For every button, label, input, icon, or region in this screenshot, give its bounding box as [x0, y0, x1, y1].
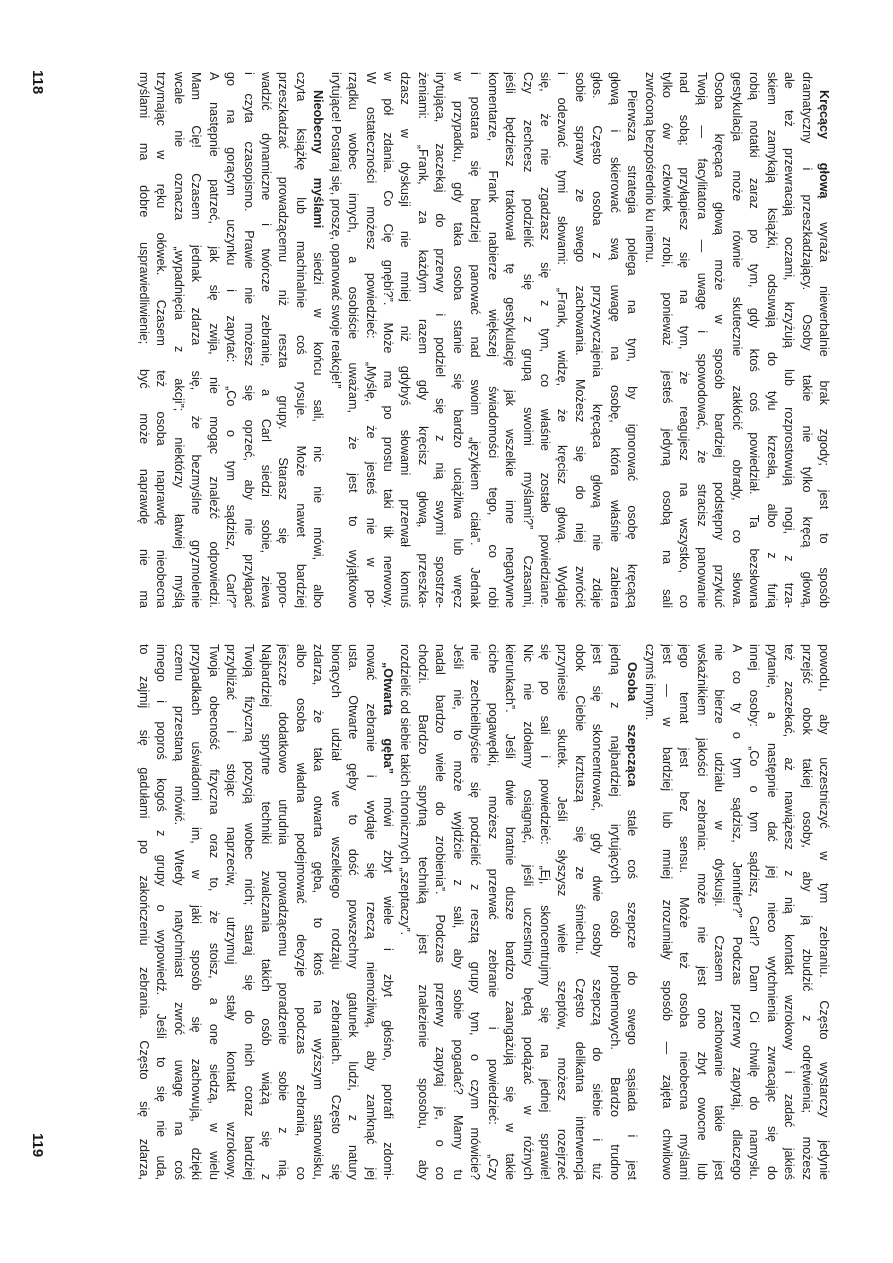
line-text: jeśli będziesz traktował tę gestykulację jak wszelkie inne negatywne: [503, 72, 518, 608]
line-text: irytujące! Postaraj się, proszę, opanować swoje reakcje!”: [328, 72, 343, 389]
line-text: zdarza, że taka otwarta gęba, to ktoś na wyższym stanowisku,: [311, 644, 326, 1180]
line-text: Nic nie zdołamy osiągnąć, jeśli uczestnicy będą podążać w różnych: [520, 644, 535, 1180]
line-text: nować zebranie i wydaje się rzeczą niemożliwą, aby zamknąć jej: [363, 644, 378, 1180]
line-text: Pierwsza strategia polega na tym, by ignorować osobę kręcącą: [625, 90, 640, 608]
text-line: [448, 644, 465, 1180]
section-heading-line: [815, 72, 832, 608]
line-text: żeniami: „Frank, za każdym razem gdy kręcisz głową, przeszka-: [415, 72, 430, 608]
line-text: ciche pogawędki, możesz przerwać zebranie i powiedzieć: „Czy: [485, 644, 500, 1180]
text-line: [762, 644, 779, 1180]
text-line: [222, 72, 239, 608]
page-number-119: 119: [29, 1133, 46, 1158]
text-line: [169, 644, 186, 1180]
text-line: [187, 644, 204, 1180]
text-line: [553, 72, 570, 608]
line-text: też zaczekać, aż nawiążesz z nią kontakt wzrokowy i zadać jakieś: [782, 644, 797, 1180]
line-text: się po sali i powiedzieć: „Ej, skoncentrujmy się na jednej sprawie!: [538, 644, 552, 1180]
text-line: [239, 72, 256, 608]
text-line: [588, 72, 605, 608]
text-line: [448, 72, 465, 608]
line-text: Jeśli nie, to może wyjdźcie z sali, aby sobie pogadać? Mamy tu: [450, 644, 465, 1180]
line-text: w przypadku, gdy taka osoba stanie się bardzo uciążliwa lub wręcz: [450, 72, 465, 608]
text-line: [588, 644, 605, 1180]
line-text: nie zechcielibyście się podzielić z resztą grupy tym, o czym mówicie?: [468, 644, 483, 1180]
text-line: [344, 644, 361, 1180]
text-line: [152, 644, 169, 1180]
text-line: [483, 644, 500, 1180]
line-text: innego i poproś kogoś z grupy o wypowiedź. Jeśli to się nie uda,: [154, 644, 169, 1180]
line-text: siedzi w końcu sali, nic nie mówi, albo: [311, 228, 326, 608]
line-text: A co ty o tym sądzisz, Jennifer?” Podczas przerwy zapytaj, dlaczego: [729, 644, 744, 1180]
line-text: przypadkach uświadomi im, w jaki sposób się zachowują, dzięki: [189, 644, 204, 1180]
line-text: pytanie, a następnie dać jej nieco wytchnienia zwracając się do: [764, 644, 779, 1180]
text-line: [414, 644, 431, 1180]
line-text: tylko ów człowiek zrobi, ponieważ jesteś jedyną osobą na sali: [660, 72, 675, 608]
text-line: [257, 72, 274, 608]
text-line: [169, 72, 186, 608]
text-line: [204, 644, 221, 1180]
line-text: mówi zbyt wiele i zbyt głośno, potrafi zdomi-: [381, 774, 396, 1180]
text-line: [431, 72, 448, 608]
line-text: nie bierze udziału w dyskusji. Czasem zachowanie takie jest: [712, 644, 727, 1180]
line-text: nad sobą; przyłapiesz się na tym, że reagujesz na wszystko, co: [677, 72, 692, 608]
bold-term: Kręcący głową: [817, 90, 831, 199]
text-line: [291, 644, 308, 1180]
line-text: przeszkadzać prowadzącemu niż reszta grupy. Starasz się popro-: [276, 72, 291, 608]
line-text: robią notatki zaraz po tym, gdy ktoś coś powiedział. Ta bezsłowna: [747, 72, 762, 608]
line-text: jest się skoncentrować, gdy dwie osoby szepczą do siebie i tuż: [590, 644, 605, 1180]
line-text: jego temat jest bez sensu. Może też osoba nieobecna myślami: [677, 644, 692, 1180]
section-heading-line: [623, 644, 640, 1180]
bold-term: „Otwarta gęba”: [381, 662, 396, 775]
line-text: A następnie patrzeć, jak się zwija, nie mogąc znaleźć odpowiedzi.: [206, 72, 221, 608]
text-line: [693, 644, 710, 1180]
section-heading-line: [309, 72, 326, 608]
text-line: [536, 644, 553, 1180]
line-text: i postara się bardziej panować nad swoim „językiem ciała”. Jednak: [468, 72, 483, 608]
text-line: [152, 72, 169, 608]
line-text: usta. Otwarte gęby to dość powszechny gatunek ludzi, z natury: [346, 644, 361, 1180]
line-text: przyniesie skutek. Jeśli słyszysz wiele szeptów, możesz rozejrzeć: [555, 644, 570, 1180]
text-line: [344, 72, 361, 608]
text-line: [640, 644, 657, 1180]
line-text: wcale nie oznacza „wypadnięcia z akcji”; niektórzy łatwiej myślą: [171, 72, 186, 608]
bold-term: Osoba szepcząca: [625, 662, 640, 787]
line-text: W ostateczności możesz powiedzieć: „Myślę, że jesteś nie w po-: [363, 72, 378, 608]
text-line: [727, 644, 744, 1180]
text-line: [640, 72, 657, 608]
text-line: [501, 72, 518, 608]
text-line: [379, 72, 396, 608]
text-line: [187, 72, 204, 608]
line-text: czymś innym.: [642, 644, 657, 721]
text-line: [693, 72, 710, 608]
line-text: innej osoby: „Co o tym sądzisz, Carl? Dam Ci chwilę do namysłu.: [747, 644, 762, 1180]
text-line: [623, 72, 640, 608]
line-text: nadal bardzo wiele do zrobienia”. Podczas przerwy zapytaj je, o co: [433, 644, 448, 1180]
text-line: [466, 72, 483, 608]
text-line: [518, 644, 535, 1180]
text-line: [291, 72, 308, 608]
line-text: biorących udział we wszelkiego rodzaju zebraniach. Często się: [328, 644, 343, 1180]
text-line: [797, 644, 814, 1180]
text-line: [204, 72, 221, 608]
text-line: [762, 72, 779, 608]
text-line: [658, 72, 675, 608]
line-text: sobie sprawy ze swego zachowania. Możesz się do niej zwrócić: [572, 72, 587, 608]
text-line: [309, 644, 326, 1180]
text-line: [396, 644, 413, 1180]
text-line: [570, 644, 587, 1180]
text-line: [274, 644, 291, 1180]
text-line: [326, 72, 343, 608]
text-line: [710, 644, 727, 1180]
line-text: kierunkach”. Jeśli dwie bratnie dusze bardzo zaangażują się w takie: [503, 644, 518, 1180]
line-text: Mam Cię! Czasem jednak zdarza się, że bezmyślne gryzmolenie: [189, 72, 204, 608]
text-line: [431, 644, 448, 1180]
line-text: jedną z najbardziej irytujących osób problemowych. Bardzo trudno: [607, 644, 622, 1180]
line-text: dramatyczny i przeszkadzający. Osoby takie nie tylko kręcą głową,: [799, 72, 814, 608]
line-text: jest — w bardziej lub mniej zrozumiały sposób — zajęta chwilowo: [660, 644, 675, 1180]
line-text: komentarze, Frank nabierze większej świadomości tego, co robi: [485, 72, 500, 608]
text-line: [501, 644, 518, 1180]
text-line: [745, 644, 762, 1180]
text-line: [815, 644, 832, 1180]
line-text: myślami ma dobre usprawiedliwienie; być może naprawdę nie ma: [136, 72, 151, 608]
text-line: [361, 72, 378, 608]
text-line: [570, 72, 587, 608]
line-text: rozdzielić od siebie takich chronicznych „szeptaczy”.: [398, 644, 413, 936]
text-line: [135, 72, 152, 608]
line-text: Twoja obecność fizyczna oraz to, że stoisz, a one siedzą, w wielu: [206, 644, 221, 1180]
line-text: Najbardziej sprytne techniki zwalczania takich osób wiążą się z: [259, 644, 273, 1180]
text-line: [727, 72, 744, 608]
text-line: [361, 644, 378, 1180]
page-number-118: 118: [29, 70, 46, 95]
text-line: [710, 72, 727, 608]
line-text: rządku wobec innych, a osobiście uważam, że jest to wyjątkowo: [346, 72, 361, 608]
line-text: głową i skierować swą uwagę na osobę, która właśnie zabiera: [607, 72, 622, 608]
text-line: [536, 72, 553, 608]
line-text: i czyta czasopismo. Prawie nie możesz się oprzeć, aby nie przyłapać: [241, 72, 256, 608]
section-heading-line: [379, 644, 396, 1180]
text-line: [658, 644, 675, 1180]
line-text: dzasz w dyskusji nie mniej niż gdybyś słowami przerwał komuś: [398, 72, 413, 608]
line-text: głos. Często osoba z przyzwyczajenia kręcąca głową nie zdaje: [590, 72, 605, 608]
line-text: się, że nie zgadzasz się z tym, co właśnie zostało powiedziane.: [538, 72, 552, 608]
text-line: [274, 72, 291, 608]
text-line: [605, 72, 622, 608]
line-text: go na gorącym uczynku i zapytać: „Co o tym sądzisz, Carl?”: [224, 72, 239, 608]
line-text: czemu przestaną mówić. Wtedy natychmiast zwróć uwagę na coś: [171, 644, 186, 1180]
text-line: [326, 644, 343, 1180]
text-line: [675, 72, 692, 608]
line-text: stale coś szepcze do swego sąsiada i jest: [625, 786, 640, 1180]
line-text: wskaźnikiem jakości zebrania: może nie jest ono zbyt owocne lub: [694, 644, 709, 1180]
text-line: [414, 72, 431, 608]
text-line: [257, 644, 274, 1180]
text-line: [605, 644, 622, 1180]
text-line: [780, 644, 797, 1180]
bold-term: Nieobecny myślami: [311, 90, 326, 229]
text-line: [239, 644, 256, 1180]
text-line: [518, 72, 535, 608]
line-text: chodzi. Bardzo sprytną techniką jest znalezienie sposobu, aby: [415, 644, 430, 1180]
line-text: skiem zamykają książki, odsuwają do tyłu krzesła, albo z furią: [764, 72, 779, 608]
text-line: [135, 644, 152, 1180]
line-text: to zajmij się gadułami po zakończeniu zebrania. Często się zdarza,: [136, 644, 151, 1180]
text-line: [780, 72, 797, 608]
page-118: [72, 72, 832, 608]
line-text: czyta książkę lub machinalnie coś rysuje. Może nawet bardziej: [293, 72, 308, 608]
page-119: [72, 644, 832, 1180]
text-line: [797, 72, 814, 608]
text-line: [466, 644, 483, 1180]
line-text: i odezwać tymi słowami: „Frank, widzę, że kręcisz głową. Wydaje: [555, 72, 570, 608]
text-line: [396, 72, 413, 608]
line-text: przejść obok takiej osoby, aby ją zbudzić z odrętwienia; możesz: [799, 644, 814, 1180]
line-text: Twoją fizyczną pozycją wobec nich; staraj się do nich coraz bardziej: [241, 644, 256, 1180]
line-text: zwróconą bezpośrednio ku niemu.: [642, 72, 657, 264]
line-text: obok Ciebie krztuszą się ze śmiechu. Często delikatna interwencja: [572, 644, 587, 1180]
line-text: ale też przewracają oczami, krzyżują lub rozprostowują nogi, z trza-: [782, 72, 797, 608]
text-line: [745, 72, 762, 608]
line-text: przybliżać i stojąc naprzeciw, utrzymuj stały kontakt wzrokowy.: [224, 644, 239, 1180]
line-text: Twoją — facylitatora — uwagę i spowodować, że stracisz panowanie: [694, 72, 709, 608]
line-text: wyraża niewerbalnie brak zgody; jest to sposób: [817, 198, 831, 608]
text-line: [553, 644, 570, 1180]
line-text: w pół zdania. Co Cię gnębi?”. Może ma po prostu taki tik nerwowy.: [381, 72, 396, 608]
line-text: gestykulacja może równie skutecznie zakłócić obrady, co słowa.: [729, 72, 744, 608]
text-line: [483, 72, 500, 608]
line-text: irytująca, zaczekaj do przerwy i podziel się z nią swymi spostrze-: [433, 72, 448, 608]
line-text: trzymając w ręku ołówek. Czasem też osoba naprawdę nieobecna: [154, 72, 169, 608]
line-text: albo osoba władna podejmować decyzje podczas zebrania, co: [293, 644, 308, 1180]
text-line: [222, 644, 239, 1180]
line-text: jeszcze dodatkowo utrudnia prowadzącemu poradzenie sobie z nią.: [276, 644, 291, 1180]
line-text: wadzić dynamiczne i twórcze zebranie, a Carl siedzi sobie, ziewa: [259, 72, 273, 608]
line-text: Osoba kręcąca głową może w sposób bardziej podstępny przykuć: [712, 72, 727, 608]
line-text: powodu, aby uczestniczyć w tym zebraniu. Często wystarczy jedynie: [817, 644, 831, 1180]
text-line: [675, 644, 692, 1180]
line-text: Czy zechcesz podzielić się z grupą swoimi myślami?” Czasami,: [520, 72, 535, 608]
